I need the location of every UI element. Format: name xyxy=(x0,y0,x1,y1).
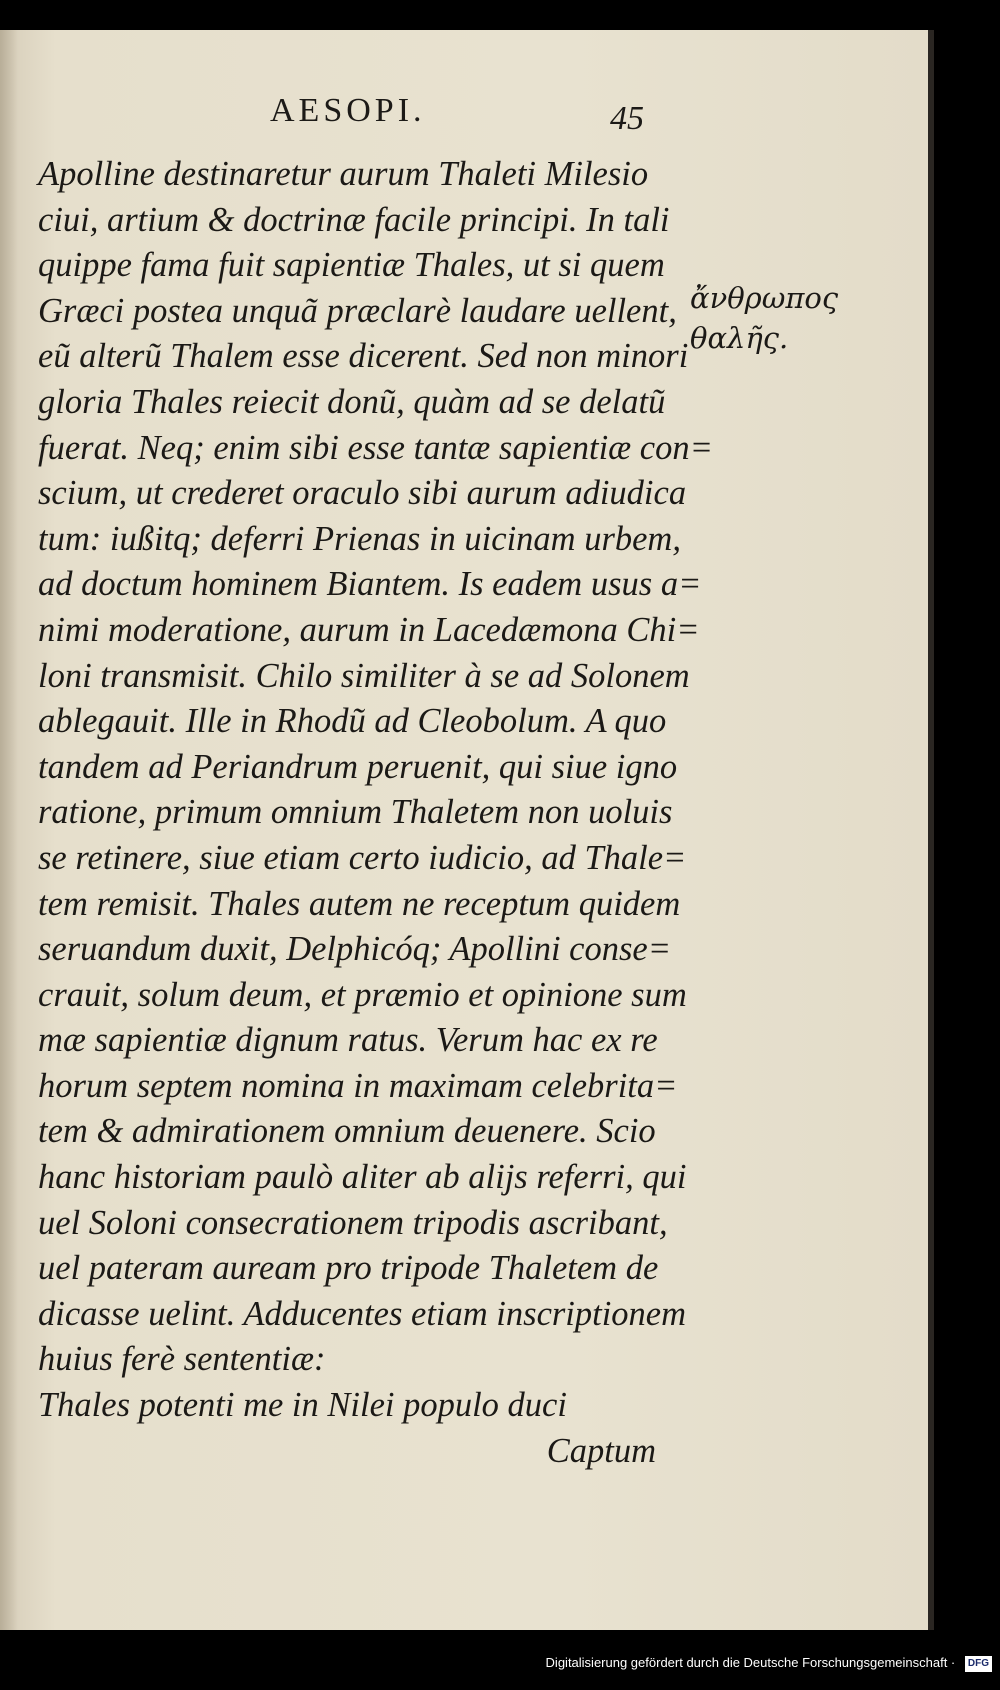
text-line: Græci postea unquã præclarè laudare uellent, xyxy=(38,291,677,330)
marginal-note-line: ἄνθρωπος xyxy=(690,281,839,315)
catchword: Captum xyxy=(546,1431,656,1470)
text-line: ciui, artium & doctrinæ facile principi. In tali xyxy=(38,200,670,239)
marginal-note-line: θαλῆς. xyxy=(690,321,789,355)
text-line: se retinere, siue etiam certo iudicio, ad Thale= xyxy=(38,838,687,877)
text-line: gloria Thales reiecit donũ, quàm ad se delatũ xyxy=(38,382,666,421)
text-line: tem remisit. Thales autem ne receptum quidem xyxy=(38,884,681,923)
text-line: ratione, primum omnium Thaletem non uoluis xyxy=(38,793,673,832)
text-line: huius ferè sententiæ: xyxy=(38,1340,326,1379)
text-line: dicasse uelint. Adducentes etiam inscriptionem xyxy=(38,1294,687,1333)
page-edge xyxy=(928,30,934,1630)
marginal-note xyxy=(690,278,838,358)
text-line: crauit, solum deum, et præmio et opinione sum xyxy=(38,975,687,1014)
page-number: 45 xyxy=(610,100,644,137)
text-line: seruandum duxit, Delphicóq; Apollini conse= xyxy=(38,930,672,969)
text-line: tem & admirationem omnium deuenere. Scio xyxy=(38,1112,656,1151)
text-line: fuerat. Neq; enim sibi esse tantæ sapientiæ con= xyxy=(38,428,713,467)
text-line: tandem ad Periandrum peruenit, qui siue igno xyxy=(38,747,678,786)
text-line: uel pateram auream pro tripode Thaletem de xyxy=(38,1249,659,1288)
text-line: tum: iußitq; deferri Prienas in uicinam urbem, xyxy=(38,519,681,558)
text-line: horum septem nomina in maximam celebrita= xyxy=(38,1066,678,1105)
text-line: Apolline destinaretur aurum Thaleti Milesio xyxy=(38,155,649,193)
text-line: ablegauit. Ille in Rhodũ ad Cleobolum. A quo xyxy=(38,702,667,741)
footer-text: Digitalisierung gefördert durch die Deutsche Forschungsgemeinschaft · xyxy=(545,1655,956,1670)
gutter-shadow xyxy=(0,30,18,1630)
text-line: loni transmisit. Chilo similiter à se ad Solonem xyxy=(38,656,690,695)
text-line: uel Soloni consecrationem tripodis ascribant, xyxy=(38,1203,668,1242)
digitization-footer xyxy=(0,1648,1000,1678)
text-line: nimi moderatione, aurum in Lacedæmona Chi= xyxy=(38,610,700,649)
running-head: AESOPI. xyxy=(270,92,426,129)
body-text xyxy=(38,152,713,1474)
dfg-logo-icon: DFG xyxy=(965,1656,992,1672)
text-line: hanc historiam paulò aliter ab alijs referri, qui xyxy=(38,1158,687,1197)
text-line: ad doctum hominem Biantem. Is eadem usus a= xyxy=(38,565,702,604)
text-line: quippe fama fuit sapientiæ Thales, ut si quem xyxy=(38,246,665,285)
text-line: eũ alterũ Thalem esse dicerent. Sed non minori xyxy=(38,337,689,376)
text-line: Thales potenti me in Nilei populo duci xyxy=(38,1386,567,1425)
text-line: scium, ut crederet oraculo sibi aurum adiudica xyxy=(38,474,687,513)
text-line: mæ sapientiæ dignum ratus. Verum hac ex re xyxy=(38,1021,658,1060)
